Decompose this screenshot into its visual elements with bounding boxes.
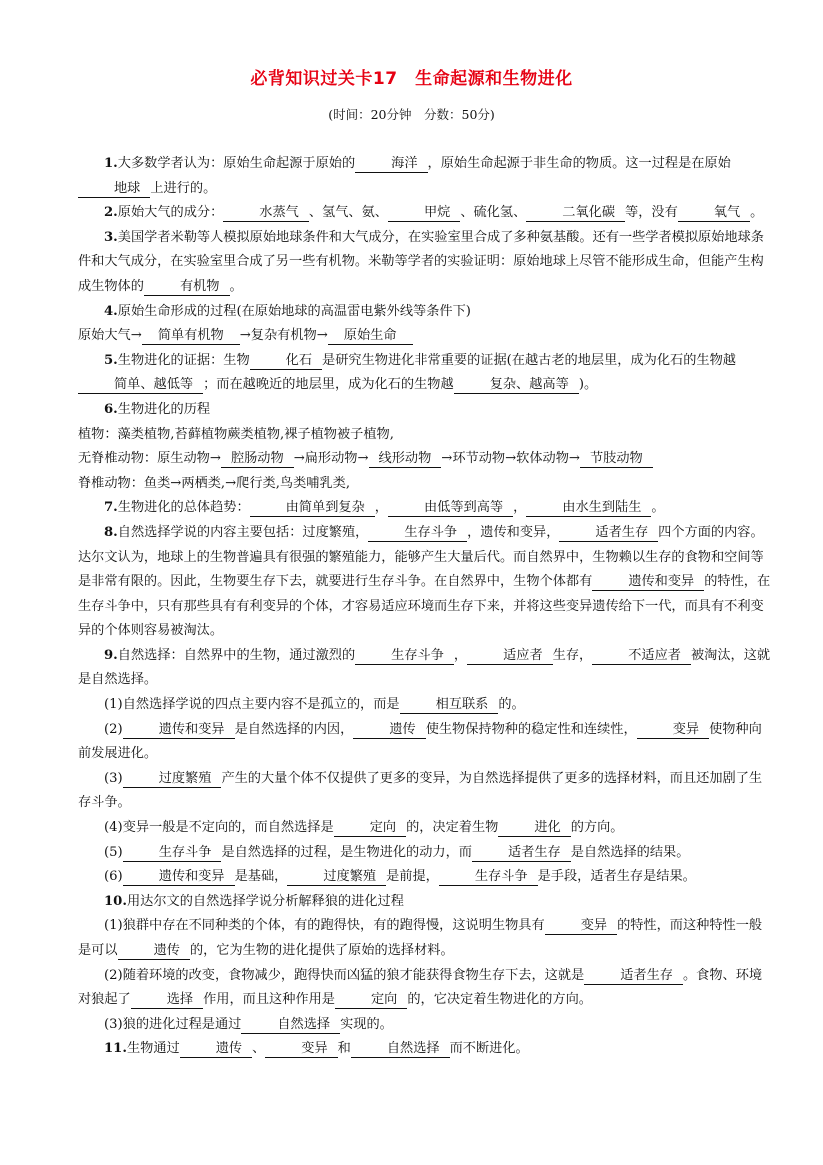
item-6-plants: 植物：藻类植物,苔藓植物蕨类植物,裸子植物被子植物, [78, 426, 394, 442]
answer-blank: 水蒸气 [223, 204, 309, 222]
answer-blank: 甲烷 [388, 204, 460, 222]
content [78, 152, 772, 1062]
item-11: 11.生物通过 遗传 、 变异 和 自然选择 而不断进化。 [104, 1041, 529, 1057]
answer-blank: 生存斗争 [355, 647, 454, 665]
answer-blank: 化石 [250, 352, 322, 370]
answer-blank: 适应者 [467, 647, 553, 665]
item-8: 8.自然选择学说的内容主要包括：过度繁殖， 生存斗争 ，遗传和变异， 适者生存 四个方面的内容。达尔文认为，地球上的生物普遍具有很强的繁殖能力，能够产生大量后代。而自然界中，生物赖以生存的食物和空间等是非常有限的。因此，生物要生存下去，就要进行生存斗争。在自然界中，生物个体都有 遗传和变异 的特性，在生存斗争中，只有那些具有有利变异的个体，才容易适应环境而生存下来，并将这些变异遗传给下一代，而具有不利变异的个体则容易被淘汰。 [78, 524, 771, 639]
answer-blank: 定向 [334, 819, 406, 837]
item-10-1: (1)狼群中存在不同种类的个体，有的跑得快，有的跑得慢，这说明生物具有 变异 的特性，而这种特性一般是可以 遗传 的，它为生物的进化提供了原始的选择材料。 [78, 918, 763, 958]
item-2: 2.原始大气的成分： 水蒸气 、氢气、氨、 甲烷 、硫化氢、 二氧化碳 等，没有 氧气 。 [104, 205, 764, 221]
item-3: 3.美国学者米勒等人模拟原始地球条件和大气成分，在实验室里合成了多种氨基酸。还有一些学者模拟原始地球条件和大气成分，在实验室里合成了另一些有机物。米勒等学者的实验证明：原始地球上尽管不能形成生命，但能产生构成生物体的 有机物 。 [78, 229, 764, 294]
answer-blank: 遗传和变异 [123, 721, 235, 739]
item-10: 10.用达尔文的自然选择学说分析解释狼的进化过程 [104, 893, 404, 909]
answer-blank: 二氧化碳 [526, 204, 625, 222]
answer-blank: 进化 [498, 819, 570, 837]
answer-blank: 选择 [131, 991, 203, 1009]
item-6: 6.生物进化的历程 [104, 401, 211, 417]
answer-blank: 自然选择 [351, 1040, 450, 1058]
answer-blank: 遗传 [180, 1040, 252, 1058]
item-9-1: (1)自然选择学说的四点主要内容不是孤立的，而是 相互联系 的。 [104, 697, 525, 713]
item-4-flow: 原始大气→ 简单有机物 →复杂有机物→ 原始生命 [78, 324, 772, 349]
answer-blank: 适者生存 [584, 967, 683, 985]
answer-blank: 适者生存 [559, 524, 658, 542]
answer-blank: 适者生存 [472, 844, 571, 862]
answer-blank: 遗传 [353, 721, 425, 739]
item-9-2: (2) 遗传和变异 是自然选择的内因， 遗传 使生物保持物种的稳定性和连续性， 变异 使物种向前发展进化。 [78, 721, 762, 762]
answer-blank: 自然选择 [241, 1016, 340, 1034]
answer-blank: 原始生命 [328, 327, 413, 345]
answer-blank: 氧气 [678, 204, 750, 222]
answer-blank: 由水生到陆生 [526, 499, 651, 517]
item-9-3: (3) 过度繁殖 产生的大量个体不仅提供了更多的变异，为自然选择提供了更多的选择材料，而且还加剧了生存斗争。 [78, 770, 763, 811]
item-9-6: (6) 遗传和变异 是基础， 过度繁殖 是前提， 生存斗争 是手段，适者生存是结果。 [104, 869, 696, 885]
answer-blank: 腔肠动物 [221, 450, 294, 468]
answer-blank: 相互联系 [400, 696, 499, 714]
answer-blank: 有机物 [144, 278, 230, 296]
answer-blank: 由简单到复杂 [250, 499, 375, 517]
answer-blank: 生存斗争 [123, 844, 222, 862]
item-5: 5.生物进化的证据：生物 化石 是研究生物进化非常重要的证据(在越古老的地层里，成为化石的生物越简单、越低等 ；而在越晚近的地层里，成为化石的生物越 复杂、越高等 )。 [78, 349, 772, 398]
answer-blank: 海洋 [355, 155, 427, 173]
page-title: 必背知识过关卡17 生命起源和生物进化 [250, 69, 573, 89]
answer-blank: 遗传和变异 [592, 573, 704, 591]
item-1: 1.大多数学者认为：原始生命起源于原始的 海洋 ，原始生命起源于非生命的物质。这一过程是在原始地球 上进行的。 [78, 152, 772, 201]
item-7: 7.生物进化的总体趋势： 由简单到复杂 ， 由低等到高等 ， 由水生到陆生 。 [104, 500, 665, 516]
answer-blank: 定向 [335, 991, 407, 1009]
item-9-4: (4)变异一般是不定向的，而自然选择是 定向 的，决定着生物 进化 的方向。 [104, 820, 624, 836]
item-4: 4.原始生命形成的过程(在原始地球的高温雷电紫外线等条件下) [104, 303, 471, 319]
answer-blank: 简单、越低等 [78, 376, 203, 394]
answer-blank: 遗传和变异 [123, 868, 235, 886]
answer-blank: 不适应者 [592, 647, 691, 665]
item-9-5: (5) 生存斗争 是自然选择的过程，是生物进化的动力，而 适者生存 是自然选择的结果。 [104, 844, 690, 860]
item-6-invertebrates: 无脊椎动物：原生动物→ 腔肠动物 →扁形动物→ 线形动物 →环节动物→软体动物→ 节肢动物 [78, 447, 772, 472]
item-9: 9.自然选择：自然界中的生物，通过激烈的 生存斗争 ， 适应者 生存， 不适应者 被淘汰，这就是自然选择。 [78, 647, 771, 688]
answer-blank: 简单有机物 [142, 327, 240, 345]
answer-blank: 过度繁殖 [287, 868, 386, 886]
answer-blank: 节肢动物 [580, 450, 653, 468]
answer-blank: 由低等到高等 [388, 499, 513, 517]
answer-blank: 地球 [78, 180, 150, 198]
answer-blank: 线形动物 [369, 450, 442, 468]
answer-blank: 遗传 [118, 942, 190, 960]
answer-blank: 变异 [545, 917, 617, 935]
answer-blank: 变异 [265, 1040, 337, 1058]
item-10-2: (2)随着环境的改变，食物减少，跑得快而凶猛的狼才能获得食物生存下去，这就是 适者生存 。食物、环境对狼起了 选择 作用，而且这种作用是 定向 的，它决定着生物进化的方向。 [78, 967, 763, 1008]
answer-blank: 复杂、越高等 [454, 376, 579, 394]
item-10-3: (3)狼的进化过程是通过 自然选择 实现的。 [104, 1016, 393, 1032]
item-6-vertebrates: 脊椎动物：鱼类→两栖类,→爬行类,鸟类哺乳类, [78, 475, 351, 491]
answer-blank: 过度繁殖 [123, 770, 222, 788]
answer-blank: 生存斗争 [439, 868, 538, 886]
answer-blank: 变异 [637, 721, 709, 739]
page-subtitle: (时间：20分钟 分数：50分) [328, 107, 495, 122]
answer-blank: 生存斗争 [368, 524, 467, 542]
